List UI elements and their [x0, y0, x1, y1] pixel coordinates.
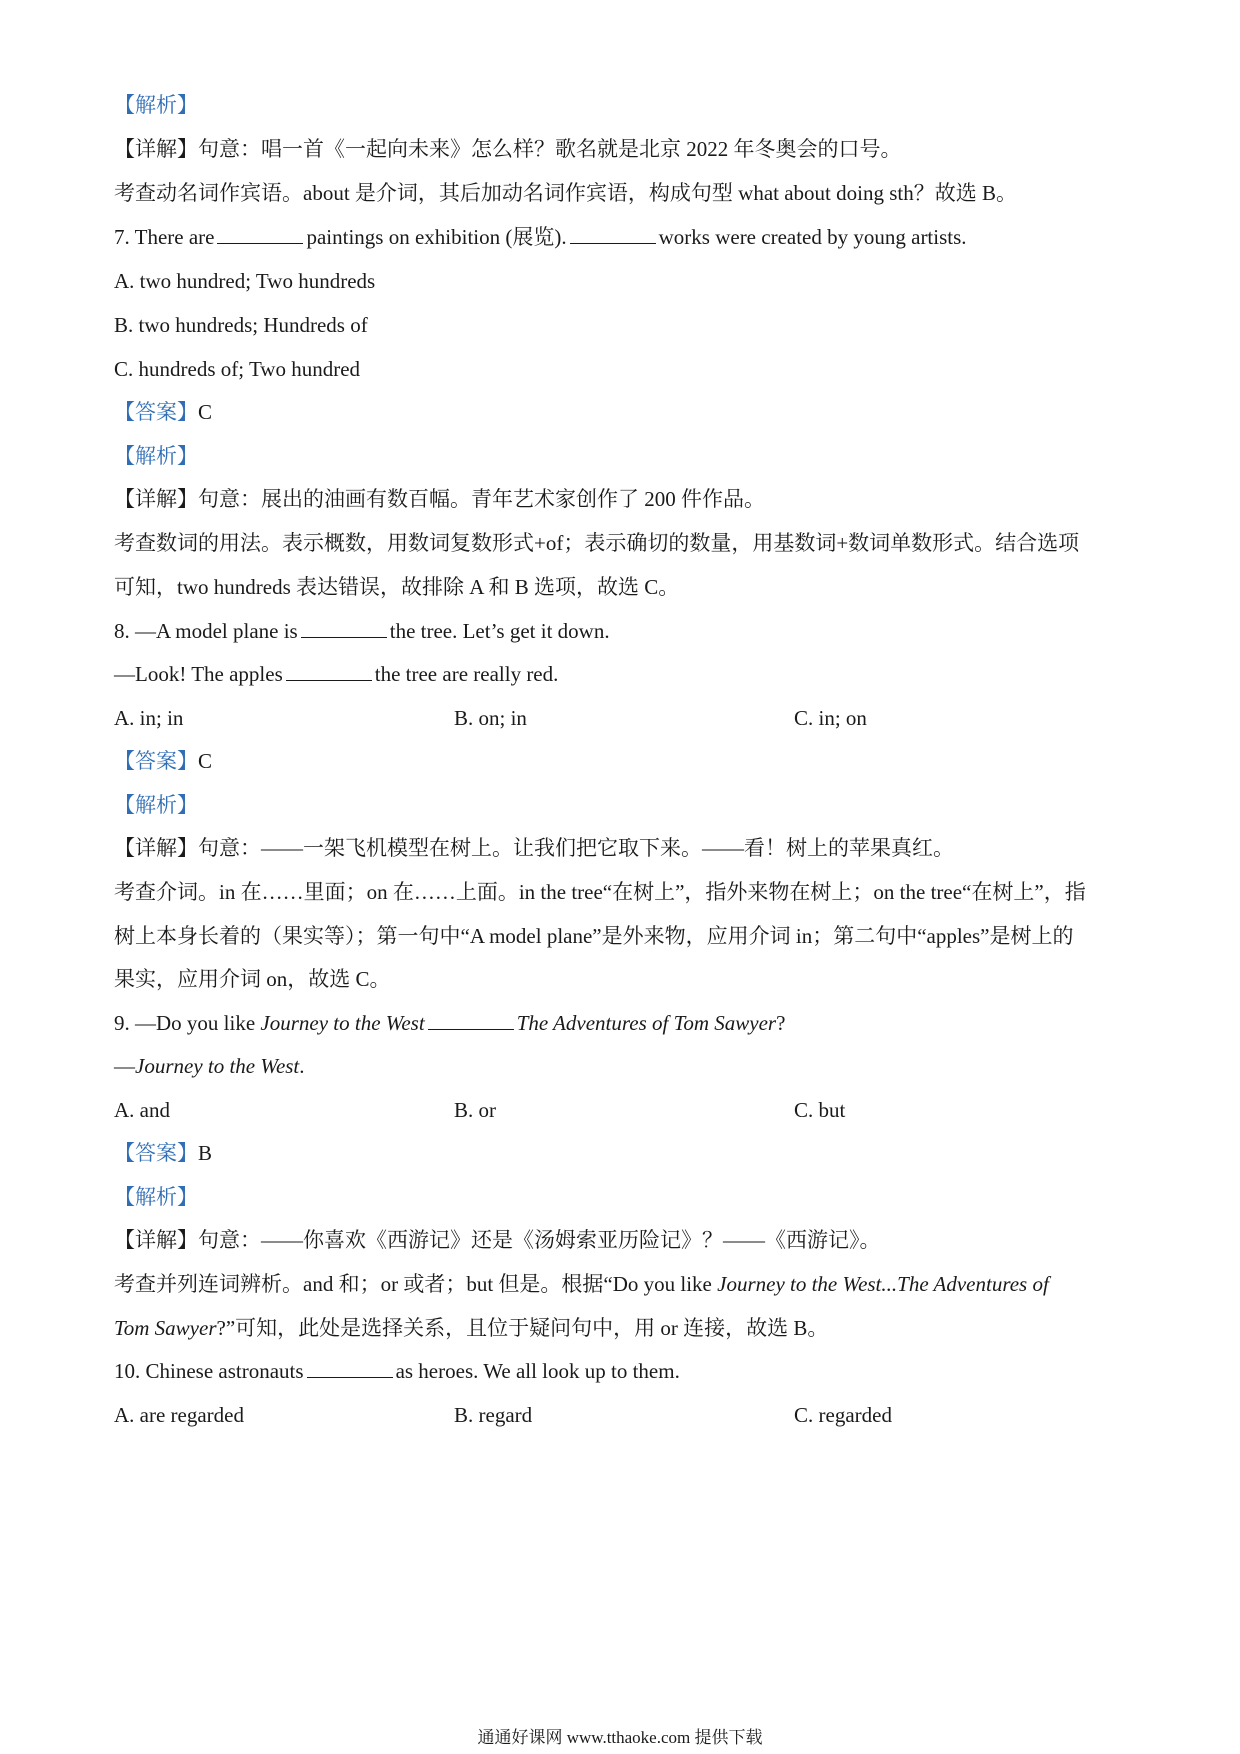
q7-explain-1: 考查数词的用法。表示概数，用数词复数形式+of；表示确切的数量，用基数词+数词单数形式。结合选项	[114, 531, 1080, 555]
q7-stem: 7. There are paintings on exhibition (展览). works were created by young artists.	[114, 225, 967, 249]
q9-explain-1: 考查并列连词辨析。and 和；or 或者；but 但是。根据“Do you like Journey to the West...The Adventures of	[114, 1272, 1049, 1296]
q7-explain-2: 可知，two hundreds 表达错误，故排除 A 和 B 选项，故选 C。	[114, 575, 680, 599]
q8-analysis-tag: 【解析】	[114, 793, 198, 817]
q9-answer: 【答案】B	[114, 1141, 213, 1165]
q8-option-a[interactable]: A. in; in	[114, 706, 184, 730]
q6-explain: 考查动名词作宾语。about 是介词，其后加动名词作宾语，构成句型 what about doing sth？故选 B。	[114, 181, 1017, 205]
q10-option-c[interactable]: C. regarded	[794, 1403, 892, 1427]
answer-blank[interactable]	[217, 225, 303, 244]
q9-stem-1: 9. —Do you like Journey to the West The Adventures of Tom Sawyer?	[114, 1011, 786, 1035]
q8-option-c[interactable]: C. in; on	[794, 706, 867, 730]
answer-blank[interactable]	[301, 619, 387, 638]
q8-explain-2: 树上本身长着的（果实等）；第一句中“A model plane”是外来物，应用介词 in；第二句中“apples”是树上的	[114, 924, 1074, 948]
q7-option-b[interactable]: B. two hundreds; Hundreds of	[114, 313, 368, 337]
footer-source: 通通好课网 www.tthaoke.com 提供下载	[477, 1728, 763, 1747]
q8-detail: 【详解】句意：——一架飞机模型在树上。让我们把它取下来。——看！树上的苹果真红。	[114, 836, 954, 860]
q8-explain-3: 果实，应用介词 on，故选 C。	[114, 967, 391, 991]
q8-option-b[interactable]: B. on; in	[454, 706, 527, 730]
q10-stem: 10. Chinese astronauts as heroes. We all look up to them.	[114, 1359, 680, 1383]
answer-blank[interactable]	[428, 1011, 514, 1030]
q9-detail: 【详解】句意：——你喜欢《西游记》还是《汤姆索亚历险记》？——《西游记》。	[114, 1228, 881, 1252]
q10-option-a[interactable]: A. are regarded	[114, 1403, 244, 1427]
answer-blank[interactable]	[286, 662, 372, 681]
q9-option-b[interactable]: B. or	[454, 1098, 496, 1122]
q10-option-b[interactable]: B. regard	[454, 1403, 533, 1427]
q9-option-c[interactable]: C. but	[794, 1098, 846, 1122]
q7-option-a[interactable]: A. two hundred; Two hundreds	[114, 269, 376, 293]
answer-blank[interactable]	[307, 1359, 393, 1378]
q8-stem-1: 8. —A model plane is the tree. Let’s get it down.	[114, 619, 610, 643]
q7-answer: 【答案】C	[114, 400, 213, 424]
q9-stem-2: —Journey to the West.	[114, 1054, 305, 1078]
q9-explain-2: Tom Sawyer?”可知，此处是选择关系，且位于疑问句中，用 or 连接，故选 B。	[114, 1316, 829, 1340]
q8-explain-1: 考查介词。in 在……里面；on 在……上面。in the tree“在树上”，指外来物在树上；on the tree“在树上”，指	[114, 880, 1086, 904]
q7-option-c[interactable]: C. hundreds of; Two hundred	[114, 357, 361, 381]
q6-analysis-tag: 【解析】	[114, 93, 198, 117]
q7-detail: 【详解】句意：展出的油画有数百幅。青年艺术家创作了 200 件作品。	[114, 487, 765, 511]
q8-stem-2: —Look! The apples the tree are really red.	[114, 662, 559, 686]
q7-analysis-tag: 【解析】	[114, 444, 198, 468]
q6-detail: 【详解】句意：唱一首《一起向未来》怎么样？歌名就是北京 2022 年冬奥会的口号。	[114, 137, 902, 161]
q8-answer: 【答案】C	[114, 749, 213, 773]
q9-option-a[interactable]: A. and	[114, 1098, 170, 1122]
answer-blank[interactable]	[570, 225, 656, 244]
q9-analysis-tag: 【解析】	[114, 1185, 198, 1209]
